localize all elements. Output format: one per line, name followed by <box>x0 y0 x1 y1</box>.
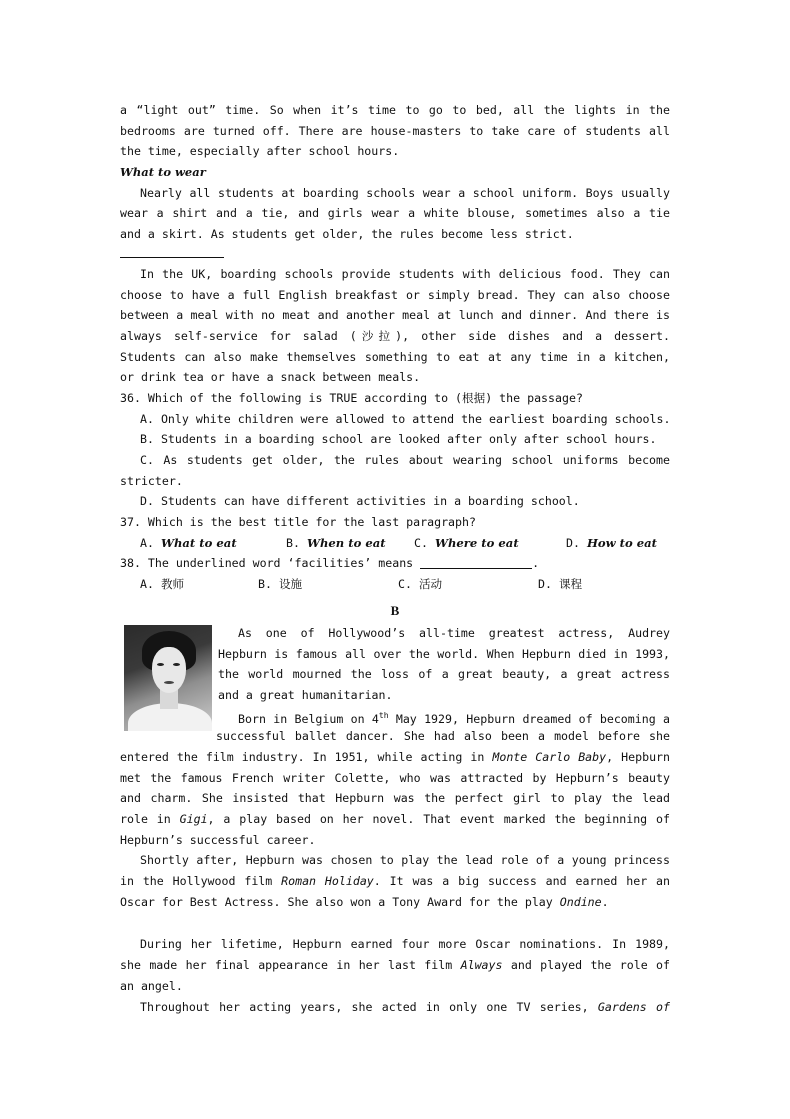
text-line: bedrooms are turned off. There are house-masters to take care of students all <box>120 123 670 138</box>
question-36-stem: 36. Which of the following is TRUE according to (根据) the passage? <box>120 390 583 405</box>
question-37-option-a: A. What to eat <box>140 535 237 550</box>
answer-blank <box>420 555 532 569</box>
question-38-option-a: A. 教师 <box>140 577 185 592</box>
text-line: in the Hollywood film Roman Holiday. It was a big success and earned her an <box>120 874 671 889</box>
blank-heading-line <box>120 257 224 258</box>
text-line: the time, especially after school hours. <box>120 144 400 159</box>
question-37-options <box>120 533 670 554</box>
text-line: choose to have a full English breakfast or simply bread. They can also choose <box>120 287 670 302</box>
text-line: In the UK, boarding schools provide students with delicious food. They can <box>140 266 670 281</box>
text-line: and a great humanitarian. <box>218 687 393 702</box>
text-line: met the famous French writer Colette, who was attracted by Hepburn’s beauty <box>120 770 670 785</box>
question-37-option-b: B. When to eat <box>286 535 386 550</box>
question-38-option-c: C. 活动 <box>398 577 443 592</box>
question-36-option-b: B. Students in a boarding school are looked after only after school hours. <box>140 432 657 447</box>
text-line: or drink tea or have a snack between meals. <box>120 370 421 385</box>
text-line: and charm. She insisted that Hepburn was the perfect girl to play the lead <box>120 791 670 806</box>
question-36-option-a: A. Only white children were allowed to attend the earliest boarding schools. <box>140 411 671 426</box>
question-38-stem: 38. The underlined word ‘facilities’ means . <box>120 556 540 571</box>
text-line: Born in Belgium on 4th May 1929, Hepburn dreamed of becoming a <box>238 710 670 726</box>
text-line: As one of Hollywood’s all-time greatest actress, Audrey <box>238 625 670 640</box>
text-line: and a skirt. As students get older, the rules become less strict. <box>120 227 574 242</box>
text-line: Oscar for Best Actress. She also won a Tony Award for the play Ondine. <box>120 894 609 909</box>
question-37-stem: 37. Which is the best title for the last paragraph? <box>120 515 476 530</box>
text-line: During her lifetime, Hepburn earned four more Oscar nominations. In 1989, <box>140 937 670 952</box>
text-line: Throughout her acting years, she acted in only one TV series, Gardens of <box>140 999 670 1014</box>
text-line: Hepburn’s successful career. <box>120 832 316 847</box>
text-line: she made her final appearance in her last film Always and played the role of <box>120 958 671 973</box>
question-37-option-c: C. Where to eat <box>414 535 519 550</box>
text-line: always self-service for salad (沙拉), other side dishes and a dessert. <box>120 328 670 343</box>
question-36-option-d: D. Students can have different activities in a boarding school. <box>140 494 580 509</box>
question-38-options <box>120 574 670 595</box>
text-line: role in Gigi, a play based on her novel. That event marked the beginning of <box>120 812 670 826</box>
text-line: Nearly all students at boarding schools wear a school uniform. Boys usually <box>140 185 670 200</box>
text-line: Shortly after, Hepburn was chosen to play the lead role of a young princess <box>140 853 670 868</box>
document-page <box>120 100 670 1017</box>
question-37-option-d: D. How to eat <box>566 535 658 550</box>
question-36-option-c: C. As students get older, the rules about wearing school uniforms become <box>140 453 670 467</box>
section-b-heading: B <box>390 602 400 618</box>
text-line: wear a shirt and a tie, and girls wear a white blouse, sometimes also a tie <box>120 206 670 221</box>
text-line: successful ballet dancer. She had also been a model before she <box>216 729 670 744</box>
section-heading-what-to-wear: What to wear <box>120 165 206 180</box>
question-36-option-c-cont: stricter. <box>120 473 183 488</box>
text-line: a “light out” time. So when it’s time to go to bed, all the lights in the <box>120 103 670 117</box>
question-38-option-b: B. 设施 <box>258 577 303 592</box>
text-line: the world mourned the loss of a great beauty, a great actress <box>218 667 670 682</box>
text-line: an angel. <box>120 978 183 993</box>
text-line: Students can also make themselves something to eat at any time in a kitchen, <box>120 349 670 364</box>
text-line: between a meal with no meat and another meal at lunch and dinner. And there is <box>120 308 670 323</box>
text-line: Hepburn is famous all over the world. When Hepburn died in 1993, <box>218 646 670 661</box>
audrey-hepburn-portrait <box>124 625 212 731</box>
text-line: entered the film industry. In 1951, while acting in Monte Carlo Baby, Hepburn <box>120 749 671 764</box>
question-38-option-d: D. 课程 <box>538 577 583 592</box>
